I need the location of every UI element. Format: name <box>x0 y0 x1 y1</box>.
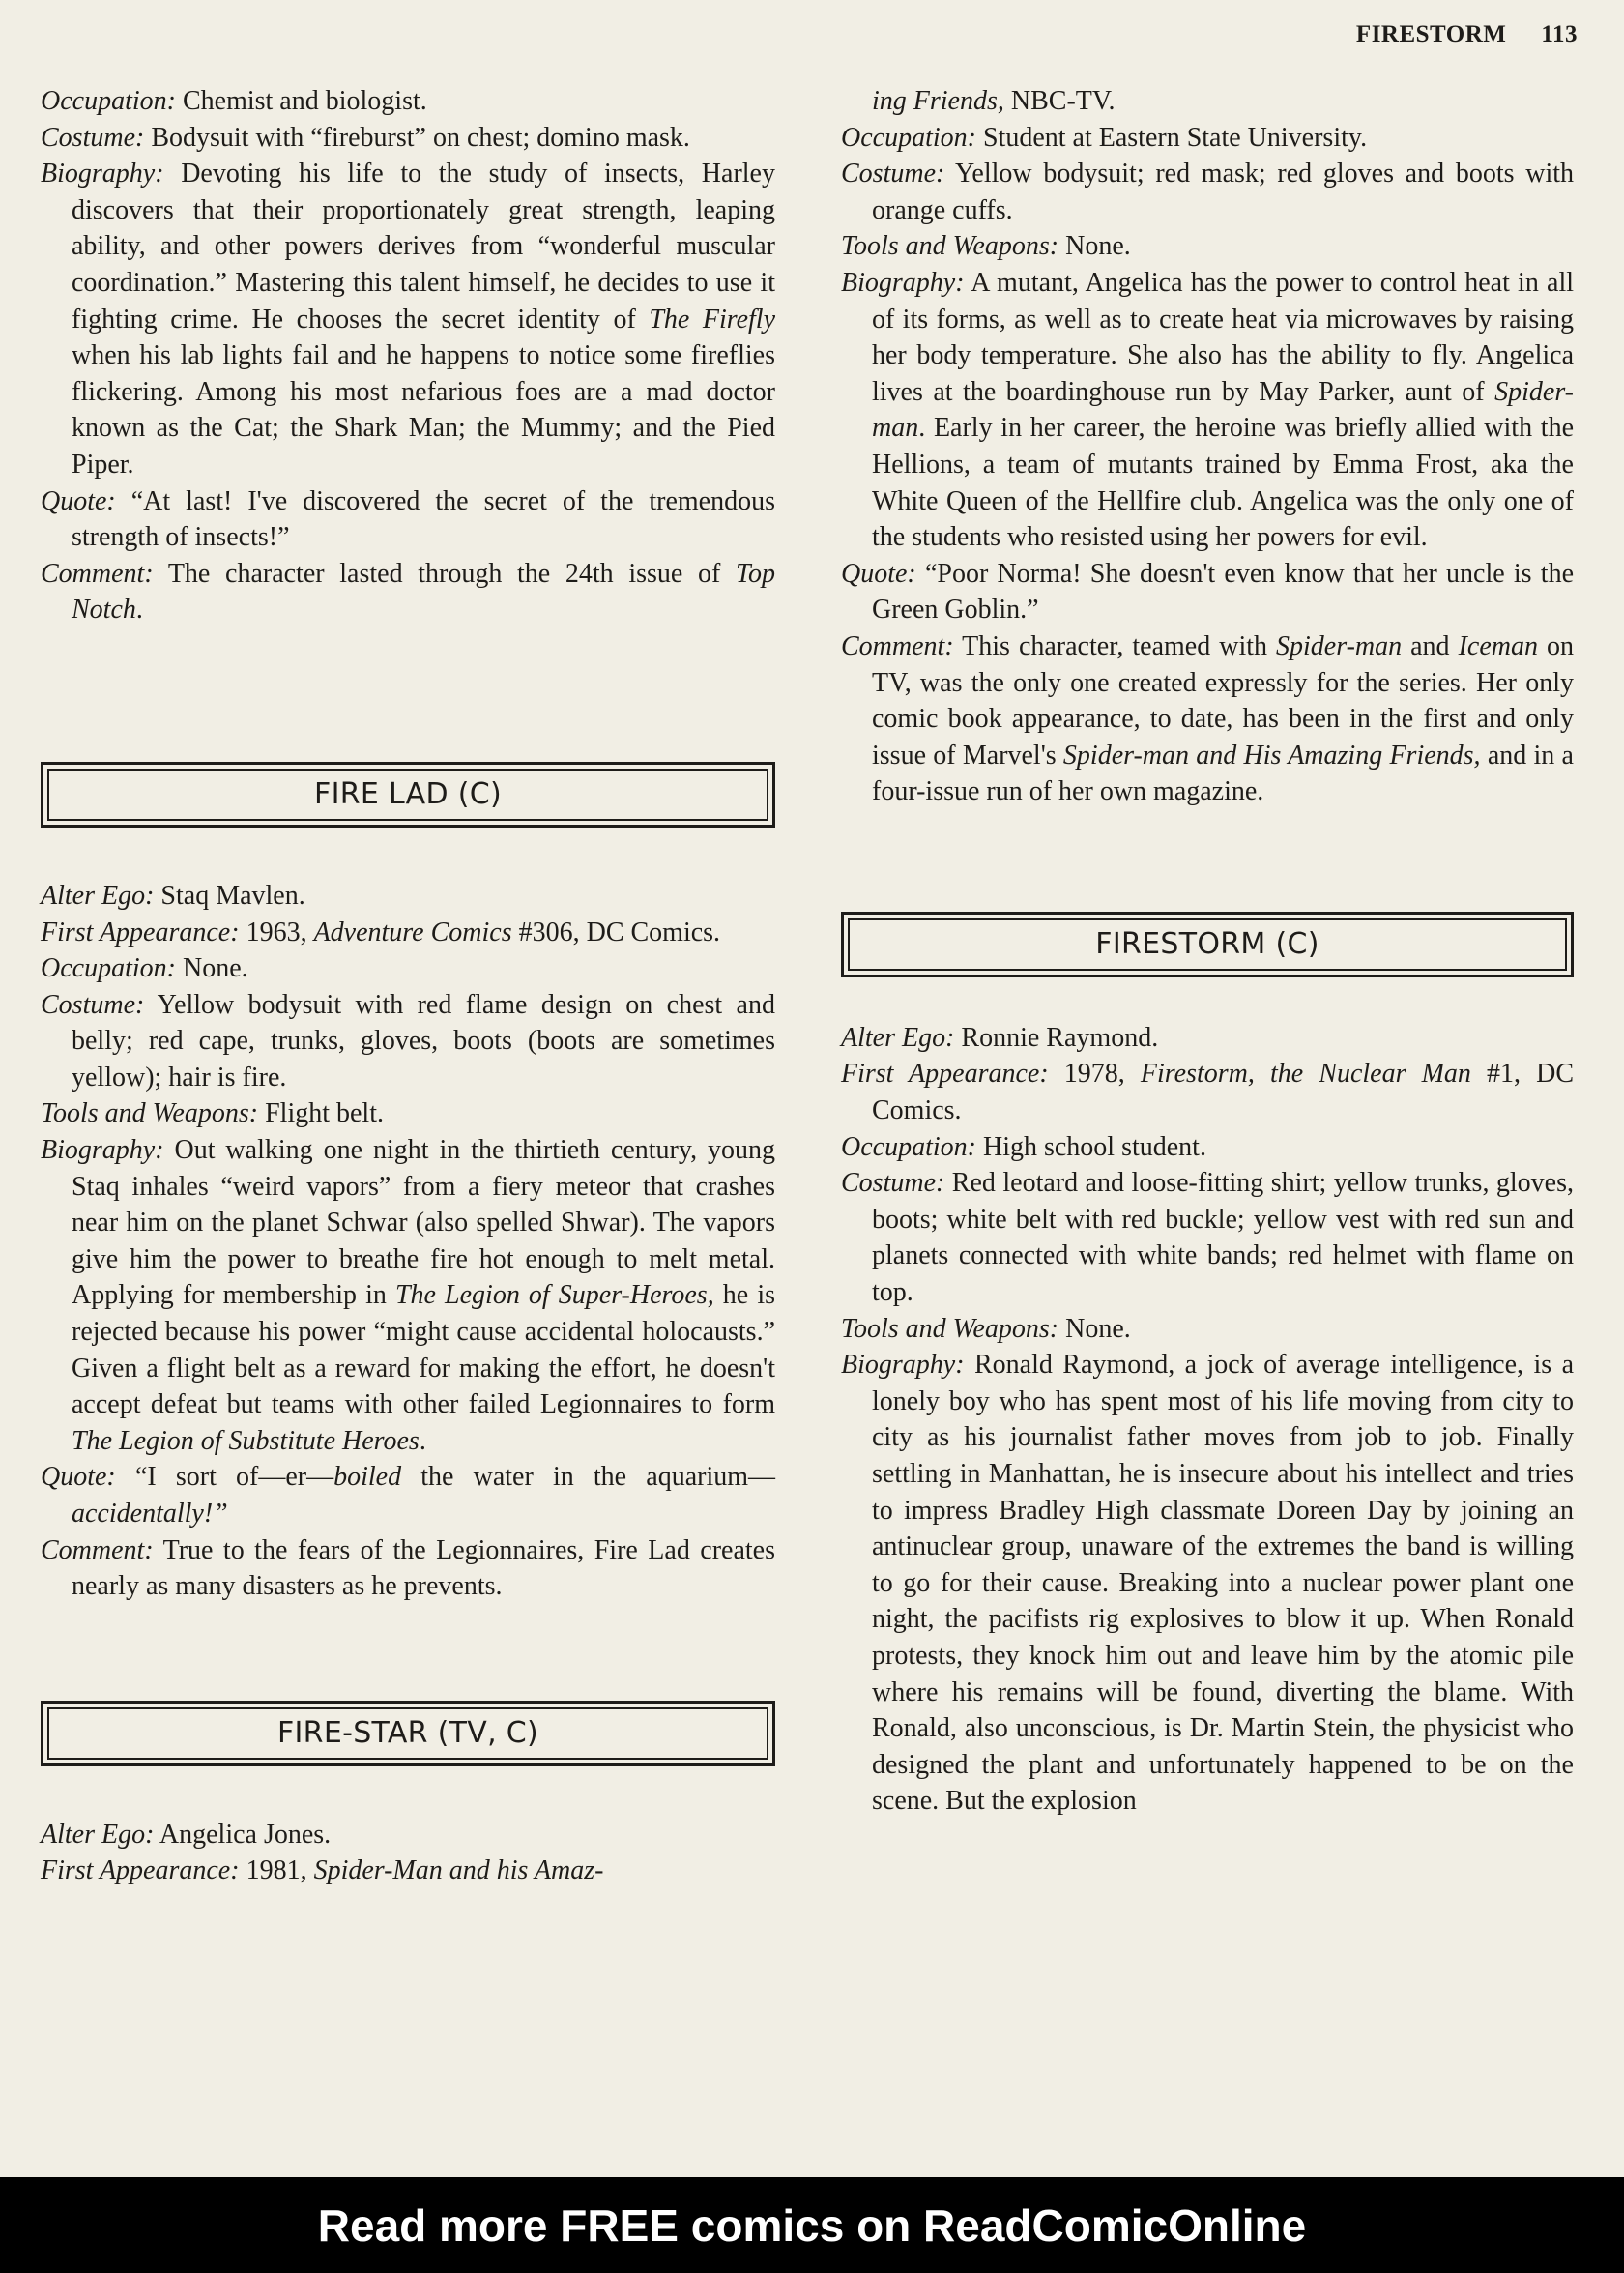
fire-lad-alter-ego: Alter Ego: Staq Mavlen. <box>41 880 305 911</box>
firestorm-alter-ego: Alter Ego: Ronnie Raymond. <box>841 1022 1159 1053</box>
fire-star-alter-ego: Alter Ego: Angelica Jones. <box>41 1819 332 1850</box>
fire-star-costume: Costume: Yellow bodysuit; red mask; red gloves and boots with orange cuffs. <box>841 159 1574 225</box>
firestorm-occupation: Occupation: High school student. <box>841 1131 1206 1162</box>
entry-title: FIRE LAD (C) <box>47 769 768 821</box>
banner-text: Read more FREE comics on ReadComicOnline <box>317 2200 1307 2251</box>
fire-lad-quote: Quote: “I sort of—er—boiled the water in the aquarium—accidentally!” <box>41 1462 776 1529</box>
firefly-comment: Comment: The character lasted through the 24th issue of Top Notch. <box>41 558 775 626</box>
entry-title: FIRESTORM (C) <box>848 918 1567 971</box>
firefly-biography: Biography: Devoting his life to the study of insects, Harley discovers that their proportionately great strength, leaping ability, and other powers derives from “wonderful muscular coordination.” Mastering this talent himself, he decides to use it fighting crime. He chooses the secret identity of The Firefly when his lab lights fail and he happens to notice some fireflies flickering. Among his most nefarious foes are a mad doctor known as the Cat; the Shark Man; the Mummy; and the Pied Piper. <box>41 159 775 480</box>
fire-lad-costume: Costume: Yellow bodysuit with red flame design on chest and belly; red cape, trunks, gloves, boots (boots are sometimes yellow); hair is fire. <box>41 989 775 1093</box>
fire-star-occupation: Occupation: Student at Eastern State University. <box>841 122 1368 153</box>
firestorm-title-box <box>841 912 1574 977</box>
fire-lad-occupation: Occupation: None. <box>41 953 248 984</box>
firestorm-tools: Tools and Weapons: None. <box>841 1313 1131 1344</box>
running-head: FIRESTORM <box>1355 21 1507 47</box>
left-column <box>41 83 775 1889</box>
fire-star-tools: Tools and Weapons: None. <box>841 231 1131 262</box>
fire-star-first-appearance-continued: ing Friends, NBC-TV. <box>872 86 1116 116</box>
entry-title: FIRE-STAR (TV, C) <box>47 1707 768 1760</box>
right-column <box>841 83 1574 1820</box>
fire-lad-biography: Biography: Out walking one night in the thirtieth century, young Staq inhales “weird vapors” from a fiery meteor that crashes near him on the planet Schwar (also spelled Shwar). The vapors give him the power to breathe fire hot enough to melt metal. Applying for membership in The Legion of Super-Heroes, he is rejected because his power “might cause accidental holocausts.” Given a flight belt as a reward for making the effort, he doesn't accept defeat but teams with other failed Legionnaires to form The Legion of Substitute Heroes. <box>41 1135 776 1456</box>
firestorm-costume: Costume: Red leotard and loose-fitting shirt; yellow trunks, gloves, boots; white belt with red buckle; yellow vest with red sun and planets connected with white bands; red helmet with flame on top. <box>841 1168 1575 1308</box>
fire-lad-first-appearance: First Appearance: 1963, Adventure Comics #306, DC Comics. <box>41 917 721 947</box>
fire-star-quote: Quote: “Poor Norma! She doesn't even know that her uncle is the Green Goblin.” <box>841 558 1574 626</box>
page-header <box>1356 21 1578 48</box>
fire-lad-tools: Tools and Weapons: Flight belt. <box>41 1098 384 1129</box>
page-number: 113 <box>1541 21 1578 47</box>
firestorm-first-appearance: First Appearance: 1978, Firestorm, the Nuclear Man #1, DC Comics. <box>841 1059 1575 1126</box>
firefly-quote: Quote: “At last! I've discovered the secret of the tremendous strength of insects!” <box>41 485 775 553</box>
fire-star-first-appearance: First Appearance: 1981, Spider-Man and his Amaz- <box>41 1855 604 1886</box>
fire-star-biography: Biography: A mutant, Angelica has the power to control heat in all of its forms, as well as to create heat via microwaves by raising her body temperature. She also has the ability to fly. Angelica lives at the boardinghouse run by May Parker, aunt of Spider-man. Early in her career, the heroine was briefly allied with the Hellions, a team of mutants trained by Emma Frost, aka the White Queen of the Hellfire club. Angelica was the only one of the students who resisted using her powers for evil. <box>841 267 1575 553</box>
fire-star-comment: Comment: This character, teamed with Spider-man and Iceman on TV, was the only one created expressly for the series. Her only comic book appearance, to date, has been in the first and only issue of Marvel's Spider-man and His Amazing Friends, and in a four-issue run of her own magazine. <box>841 630 1574 807</box>
fire-star-title-box <box>41 1701 775 1766</box>
read-more-banner[interactable] <box>0 2177 1624 2273</box>
firefly-costume: Costume: Bodysuit with “fireburst” on chest; domino mask. <box>41 122 690 153</box>
firefly-occupation: Occupation: Chemist and biologist. <box>41 86 427 116</box>
firestorm-biography: Biography: Ronald Raymond, a jock of average intelligence, is a lonely boy who has spent most of his life moving from city to city as his journalist father moves from job to job. Finally settling in Manhattan, he is insecure about his intellect and tries to impress Bradley High classmate Doreen Day by joining an antinuclear group, unaware of the extremes the band is willing to go for their cause. Breaking into a nuclear power plant one night, the pacifists rig explosives to blow it up. When Ronald protests, they knock him out and leave him by the atomic pile where his remains will be found, diverting the blame. With Ronald, also unconscious, is Dr. Martin Stein, the physicist who designed the plant and unfortunately happened to be on the scene. But the explosion <box>841 1350 1574 1817</box>
fire-lad-title-box <box>41 762 775 828</box>
fire-lad-comment: Comment: True to the fears of the Legionnaires, Fire Lad creates nearly as many disasters as he prevents. <box>41 1534 775 1602</box>
